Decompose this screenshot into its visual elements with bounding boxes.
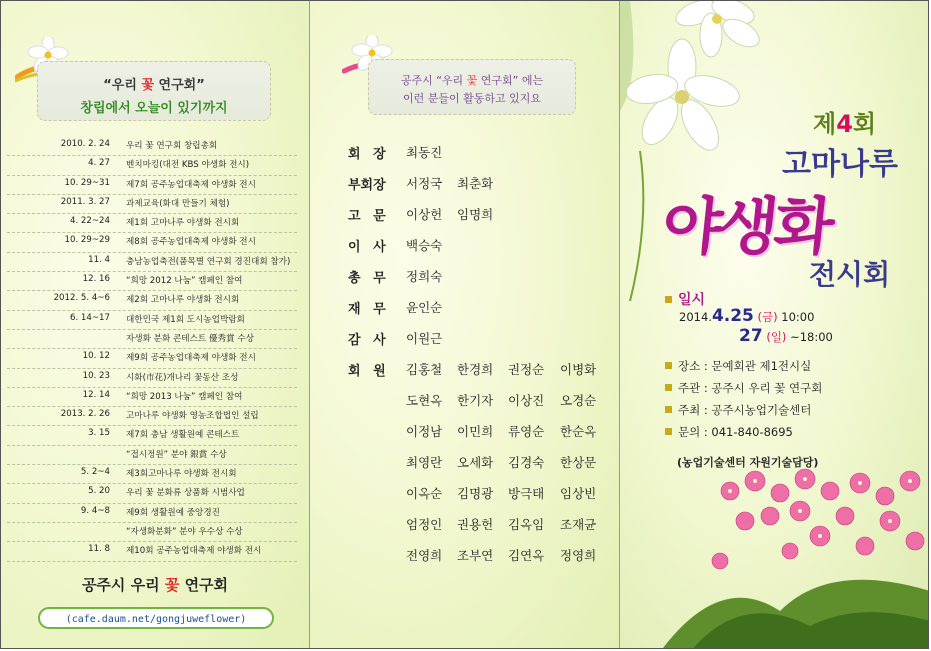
history-row	[1, 409, 309, 428]
divider	[7, 425, 297, 426]
history-event: 대한민국 제1회 도시농업박람회	[126, 314, 245, 325]
member-role: 이 사	[348, 240, 390, 255]
detail-row	[665, 380, 822, 396]
history-row	[1, 293, 309, 312]
member-name: 조부연	[457, 548, 494, 563]
history-date: 9. 4~8	[80, 505, 110, 516]
member-name: 한상문	[560, 455, 597, 470]
detail-label: 주관	[678, 381, 701, 395]
divider	[7, 503, 297, 504]
history-date: 2012. 5. 4~6	[53, 293, 110, 304]
detail-row	[665, 402, 811, 418]
history-row	[1, 448, 309, 467]
member-name: 임상빈	[560, 486, 597, 501]
history-row	[1, 506, 309, 525]
history-date: 4. 27	[88, 158, 110, 169]
history-event: 제9회 공주농업대축제 야생화 전시	[126, 353, 256, 364]
detail-row	[665, 358, 811, 374]
history-date: 5. 2~4	[80, 467, 110, 478]
member-role: 감 사	[348, 333, 390, 348]
member-role: 재 무	[348, 302, 390, 317]
history-event: 제7회 공주농업대축제 야생화 전시	[126, 179, 256, 190]
history-date: 6. 14~17	[69, 312, 110, 323]
member-name: 김명광	[457, 486, 494, 501]
divider	[7, 329, 297, 330]
divider	[7, 464, 297, 465]
members-intro-box	[368, 59, 576, 115]
history-row	[1, 525, 309, 544]
divider	[7, 175, 297, 176]
history-event: “희망 2013 나눔” 캠페인 참여	[126, 391, 243, 402]
divider	[7, 232, 297, 233]
history-row	[1, 178, 309, 197]
history-date: 12. 16	[82, 274, 110, 285]
member-name: 이상진	[508, 393, 545, 408]
history-row	[1, 216, 309, 235]
member-name: 최영란	[406, 455, 443, 470]
history-date: 5. 20	[88, 486, 110, 497]
history-event: 제1회 고마나루 야생화 전시회	[126, 218, 240, 229]
history-date: 11. 8	[88, 544, 110, 555]
divider	[7, 310, 297, 311]
member-row	[310, 234, 619, 265]
separator: :	[700, 381, 712, 395]
history-date: 2011. 3. 27	[60, 196, 110, 207]
history-row	[1, 197, 309, 216]
history-event: “접시정원” 분야 銀賞 수상	[126, 449, 227, 460]
member-row	[310, 358, 619, 389]
members-panel	[310, 1, 619, 648]
member-name: 이병화	[560, 362, 597, 377]
history-row	[1, 390, 309, 409]
divider	[7, 155, 297, 156]
member-name: 임명희	[457, 207, 494, 222]
member-row	[310, 327, 619, 358]
member-row	[310, 389, 619, 420]
history-event: 제2회 고마나루 야생화 전시회	[126, 295, 240, 306]
history-event: 시화(市花)개나리 꽃동산 조성	[126, 372, 239, 383]
divider	[7, 348, 297, 349]
history-row	[1, 158, 309, 177]
member-name: 이옥순	[406, 486, 443, 501]
members-list	[310, 141, 619, 575]
edition-title: 제4회	[813, 110, 877, 138]
member-name: 이원근	[406, 331, 443, 346]
members-intro-line2: 이런 분들이 활동하고 있지요	[402, 92, 541, 105]
member-name: 도현옥	[406, 393, 443, 408]
bullet-icon	[665, 428, 672, 435]
member-name: 오경순	[560, 393, 597, 408]
history-date: 12. 14	[82, 389, 110, 400]
member-role: 부회장	[348, 178, 386, 193]
history-event: 제7회 충남 생활원예 콘테스트	[126, 430, 240, 441]
member-name: 이민희	[457, 424, 494, 439]
history-row	[1, 313, 309, 332]
bullet-icon	[665, 362, 672, 369]
history-row	[1, 255, 309, 274]
divider	[7, 522, 297, 523]
member-row	[310, 296, 619, 327]
event-place-title: 고마나루	[782, 147, 898, 182]
detail-value: 041-840-8695	[711, 425, 793, 439]
history-event: 제8회 공주농업대축제 야생화 전시	[126, 237, 256, 248]
history-event: 제9회 생활원예 중앙경진	[126, 507, 220, 518]
member-row	[310, 141, 619, 172]
member-name: 류영순	[508, 424, 545, 439]
member-row	[310, 513, 619, 544]
member-name: 김옥임	[508, 517, 545, 532]
member-row	[310, 451, 619, 482]
member-role: 고 문	[348, 209, 390, 224]
member-name: 백승숙	[406, 238, 443, 253]
member-name: 한경희	[457, 362, 494, 377]
member-name: 정영희	[560, 548, 597, 563]
history-date: 2010. 2. 24	[60, 139, 110, 149]
member-name: 김경숙	[508, 455, 545, 470]
history-date: 10. 23	[82, 370, 110, 381]
detail-value: 공주시농업기술센터	[711, 403, 812, 417]
history-row	[1, 139, 309, 158]
history-title-line1: “우리 꽃 연구회”	[103, 78, 205, 93]
history-list	[1, 139, 309, 564]
detail-label: 주최	[678, 403, 701, 417]
divider	[7, 387, 297, 388]
separator: :	[700, 359, 712, 373]
history-date: 3. 15	[88, 428, 110, 439]
member-row	[310, 420, 619, 451]
history-event: “희망 2012 나눔” 캠페인 참여	[126, 276, 243, 287]
history-row	[1, 274, 309, 293]
history-event: 벤치마킹(대전 KBS 야생화 전시)	[126, 160, 250, 171]
member-role: 회 장	[348, 147, 390, 162]
date-line-2: 27 (일) ~18:00	[739, 326, 833, 346]
detail-label: 장소	[678, 359, 701, 373]
divider	[7, 561, 297, 562]
detail-row	[665, 424, 793, 440]
member-name: 엄정인	[406, 517, 443, 532]
event-type-title: 전시회	[809, 258, 891, 291]
history-event: “자생화분화” 분야 우수상 수상	[126, 526, 243, 537]
history-row	[1, 235, 309, 254]
member-row	[310, 203, 619, 234]
member-name: 권정순	[508, 362, 545, 377]
inquiry-note: (농업기술센터 자원기술담당)	[677, 456, 819, 469]
history-event: 고마나루 야생화 영농조합법인 설립	[126, 411, 259, 422]
history-event: 충남농업축전(품목별 연구회 경진대회 참가)	[126, 256, 291, 267]
divider	[7, 445, 297, 446]
history-row	[1, 351, 309, 370]
history-event: 과제교육(화대 만들기 체험)	[126, 198, 230, 209]
bullet-icon	[665, 406, 672, 413]
member-name: 김홍철	[406, 362, 443, 377]
history-date: 10. 29~31	[64, 177, 110, 188]
history-date: 4. 22~24	[69, 216, 110, 227]
member-name: 이정남	[406, 424, 443, 439]
member-name: 한기자	[457, 393, 494, 408]
member-name: 권용헌	[457, 517, 494, 532]
cafe-url[interactable]: (cafe.daum.net/gongjuweflower)	[38, 607, 274, 629]
bullet-icon	[665, 296, 672, 303]
members-intro-line1: 공주시 “우리 꽃 연구회” 에는	[400, 74, 544, 87]
detail-label: 문의	[678, 425, 701, 439]
divider	[7, 271, 297, 272]
member-row	[310, 482, 619, 513]
history-event: 제10회 공주농업대축제 야생화 전시	[126, 546, 262, 557]
separator: :	[700, 425, 712, 439]
history-date: 2013. 2. 26	[60, 409, 110, 420]
member-name: 최동진	[406, 145, 443, 160]
history-date: 10. 12	[82, 351, 110, 362]
history-title-line2: 창립에서 오늘이 있기까지	[80, 101, 228, 116]
member-name: 윤인순	[406, 300, 443, 315]
member-name: 방극태	[508, 486, 545, 501]
history-panel	[1, 1, 309, 648]
divider	[7, 406, 297, 407]
divider	[7, 252, 297, 253]
member-role: 회 원	[348, 364, 390, 379]
member-name: 전영희	[406, 548, 443, 563]
member-name: 최춘화	[457, 176, 494, 191]
divider	[7, 368, 297, 369]
history-event: 우리 꽃 분화류 상품화 시범사업	[126, 488, 245, 499]
divider	[7, 541, 297, 542]
member-name: 조재균	[560, 517, 597, 532]
member-name: 이상헌	[406, 207, 443, 222]
date-label: 일시	[665, 289, 705, 309]
history-row	[1, 428, 309, 447]
history-event: 제3회고마나루 야생화 전시회	[126, 469, 237, 480]
history-event: 우리 꽃 연구회 창립총회	[126, 141, 218, 151]
history-row	[1, 467, 309, 486]
event-script-title: 야생화	[658, 190, 834, 263]
divider	[7, 194, 297, 195]
history-row	[1, 544, 309, 563]
member-row	[310, 544, 619, 575]
member-name: 정희숙	[406, 269, 443, 284]
member-role: 총 무	[348, 271, 390, 286]
divider	[7, 483, 297, 484]
separator: :	[700, 403, 712, 417]
detail-value: 공주시 우리 꽃 연구회	[711, 381, 823, 395]
history-date: 11. 4	[88, 254, 110, 265]
history-title-box	[37, 61, 271, 121]
member-name: 오세화	[457, 455, 494, 470]
divider	[7, 290, 297, 291]
history-row	[1, 332, 309, 351]
history-date: 10. 29~29	[64, 235, 110, 246]
member-name: 한순옥	[560, 424, 597, 439]
detail-value: 문예회관 제1전시실	[711, 359, 812, 373]
member-row	[310, 172, 619, 203]
member-name: 김연옥	[508, 548, 545, 563]
member-row	[310, 265, 619, 296]
history-row	[1, 486, 309, 505]
club-name-footer: 공주시 우리 꽃 연구회	[81, 576, 229, 594]
history-event: 자생화 분화 콘테스트 優秀賞 수상	[126, 333, 255, 344]
member-name: 서정국	[406, 176, 443, 191]
history-row	[1, 371, 309, 390]
date-line-1: 2014.4.25 (금) 10:00	[679, 306, 815, 326]
bullet-icon	[665, 384, 672, 391]
divider	[7, 213, 297, 214]
